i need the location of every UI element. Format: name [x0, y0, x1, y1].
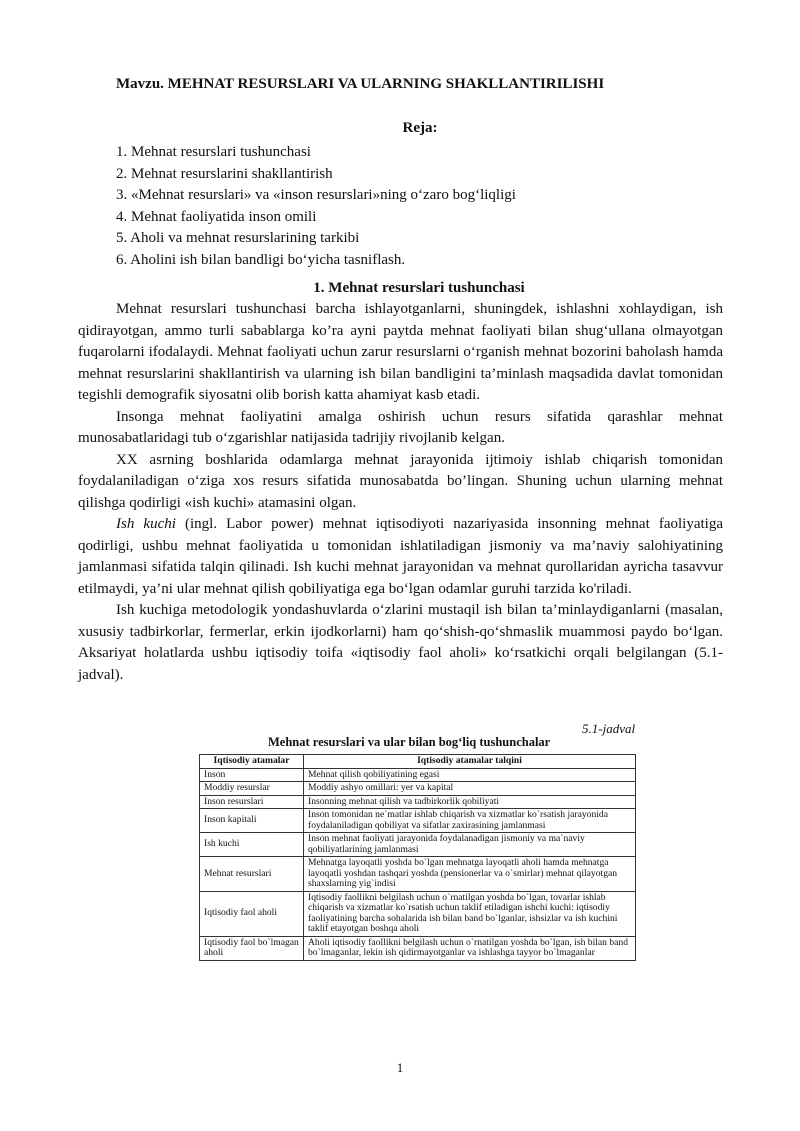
table-cell-definition: Moddiy ashyo omillari: yer va kapital	[304, 782, 636, 796]
page-number: 1	[396, 1060, 404, 1075]
table-row	[200, 857, 636, 892]
plan-item: 2. Mehnat resurslarini shakllantirish	[116, 165, 333, 182]
table-header-row	[200, 755, 636, 769]
table-row	[200, 891, 636, 936]
paragraph: XX asrning boshlarida odamlarga mehnat jarayonida ijtimoiy ishlab chiqarish tomonidan foydalaniladigan o‘ziga xos resurs sifatida munosabatda bo’lingan. Shuning uchun ularning mehnat qilishga qodirligi «ish kuchi» atamasini olgan.	[78, 451, 723, 511]
table-label: 5.1-jadval	[582, 721, 636, 736]
table-row	[200, 809, 636, 833]
table-row	[200, 833, 636, 857]
plan-heading: Reja:	[402, 120, 438, 136]
paragraph: Ish kuchiga metodologik yondashuvlarda o‘zlarini mustaqil ish bilan ta’minlaydiganlarni (masalan, xususiy tadbirkorlar, fermerlar, erkin ijodkorlarni) ham qo‘shish-qo‘shmaslik muammosi paydo bo‘lgan. Aksariyat holatlarda ushbu iqtisodiy toifa «iqtisodiy faol aholi» ko‘rsatkichi orqali belgilangan (5.1-jadval).	[78, 602, 723, 683]
table-caption: Mehnat resurslari va ular bilan bog‘liq tushunchalar	[268, 735, 551, 749]
table-row	[200, 782, 636, 796]
table-row	[200, 768, 636, 782]
document-title: Mavzu. MEHNAT RESURSLARI VA ULARNING SHAKLLANTIRILISHI	[116, 76, 605, 92]
paragraph-ish-kuchi	[78, 514, 723, 600]
plan-item: 3. «Mehnat resurslari» va «inson resurslari»ning o‘zaro bog‘liqligi	[116, 187, 516, 203]
table-cell-term: Iqtisodiy faol bo`lmagan aholi	[200, 936, 304, 960]
section-heading: 1. Mehnat resurslari tushunchasi	[313, 280, 525, 296]
table-header: Iqtisodiy atamalar talqini	[304, 755, 636, 769]
table-cell-definition: Inson tomonidan ne`matlar ishlab chiqarish va xizmatlar ko`rsatish jarayonida foydalaniladigan qobiliyat va sifatlar zaxirasining jamlanmasi	[304, 809, 636, 833]
table-cell-definition: Mehnatga layoqatli yoshda bo`lgan mehnatga layoqatli aholi hamda mehnatga layoqatli yoshdan tashqari yoshda (pensionerlar va o`smirlar) mehnat qilayotgan shaxslarning yig`indisi	[304, 857, 636, 892]
body-text	[78, 299, 723, 686]
terms-table	[199, 754, 636, 961]
plan-item: 6. Aholini ish bilan bandligi bo‘yicha tasniflash.	[116, 251, 406, 268]
term-ish-kuchi: Ish kuchi	[116, 516, 176, 532]
table-cell-definition: Mehnat qilish qobiliyatining egasi	[304, 768, 636, 782]
table-row	[200, 795, 636, 809]
table-cell-term: Inson kapitali	[200, 809, 304, 833]
table-cell-definition: Insonning mehnat qilish va tadbirkorlik qobiliyati	[304, 795, 636, 809]
table-cell-term: Iqtisodiy faol aholi	[200, 891, 304, 936]
paragraph: Insonga mehnat faoliyatini amalga oshirish uchun resurs sifatida qarashlar mehnat munosabatlaridagi tub o‘zgarishlar natijasida tadrijiy rivojlanib kelgan.	[78, 408, 723, 446]
table-cell-definition: Aholi iqtisodiy faollikni belgilash uchun o`rnatilgan yoshda bo`lgan, ish bilan band bo`lmaganlar, lekin ish qidirmayotganlar va ishlashga tayyor bo`lmaganlar	[304, 936, 636, 960]
plan-item: 5. Aholi va mehnat resurslarining tarkibi	[116, 230, 360, 246]
table-cell-term: Mehnat resurslari	[200, 857, 304, 892]
paragraph-ish-kuchi-text: (ingl. Labor power) mehnat iqtisodiyoti nazariyasida insonning mehnat faoliyatiga qodirligi, ushbu mehnat faoliyatida u tomonidan ishlatiladigan jismoniy va ma’naviy salohiyatining jamlanmasi sifatida talqin qilinadi. Ish kuchi mehnat jarayonidan va mehnat qurollaridan ayricha tasavvur etilmaydi, ya’ni ular mehnat qilish qobiliyatiga ega bo‘lgan odamlar guruhi tarzida ko'riladi.	[78, 516, 723, 597]
table-cell-term: Moddiy resurslar	[200, 782, 304, 796]
table-cell-term: Inson	[200, 768, 304, 782]
table-cell-term: Inson resurslari	[200, 795, 304, 809]
table-header: Iqtisodiy atamalar	[200, 755, 304, 769]
plan-item: 1. Mehnat resurslari tushunchasi	[116, 144, 311, 160]
plan-item: 4. Mehnat faoliyatida inson omili	[116, 208, 317, 225]
table-cell-definition: Inson mehnat faoliyati jarayonida foydalanadigan jismoniy va ma`naviy qobiliyatlarining jamlanmasi	[304, 833, 636, 857]
table-cell-definition: Iqtisodiy faollikni belgilash uchun o`rnatilgan yoshda bo`lgan, tovarlar ishlab chiqarish va xizmatlar ko`rsatish uchun taklif etiladigan ishchi kuchi: iqtisodiy faoliyatining barcha sohalarida ish bilan band bo`lganlar, ishsizlar va ish kuchini taklif etayotgan boshqa aholi	[304, 891, 636, 936]
paragraph: Mehnat resurslari tushunchasi barcha ishlayotganlarni, shuningdek, ishlashni xohlaydigan, ish qidirayotgan, ammo turli sabablarga ko’ra ayni paytda mehnat faoliyati bilan shug‘ullana olmayotgan fuqarolarni ifodalaydi. Mehnat faoliyati uchun zarur resurslarni o‘rganish mehnat bozorini baholash hamda mehnat resurslarini shakllantirish va ularning ish bilan bandligini ta’minlash maqsadida davlat tomonidan tegishli demografik siyosatni olib borish katta ahamiyat kasb etadi.	[78, 301, 723, 403]
table-row	[200, 936, 636, 960]
plan-list	[116, 142, 516, 271]
table-cell-term: Ish kuchi	[200, 833, 304, 857]
